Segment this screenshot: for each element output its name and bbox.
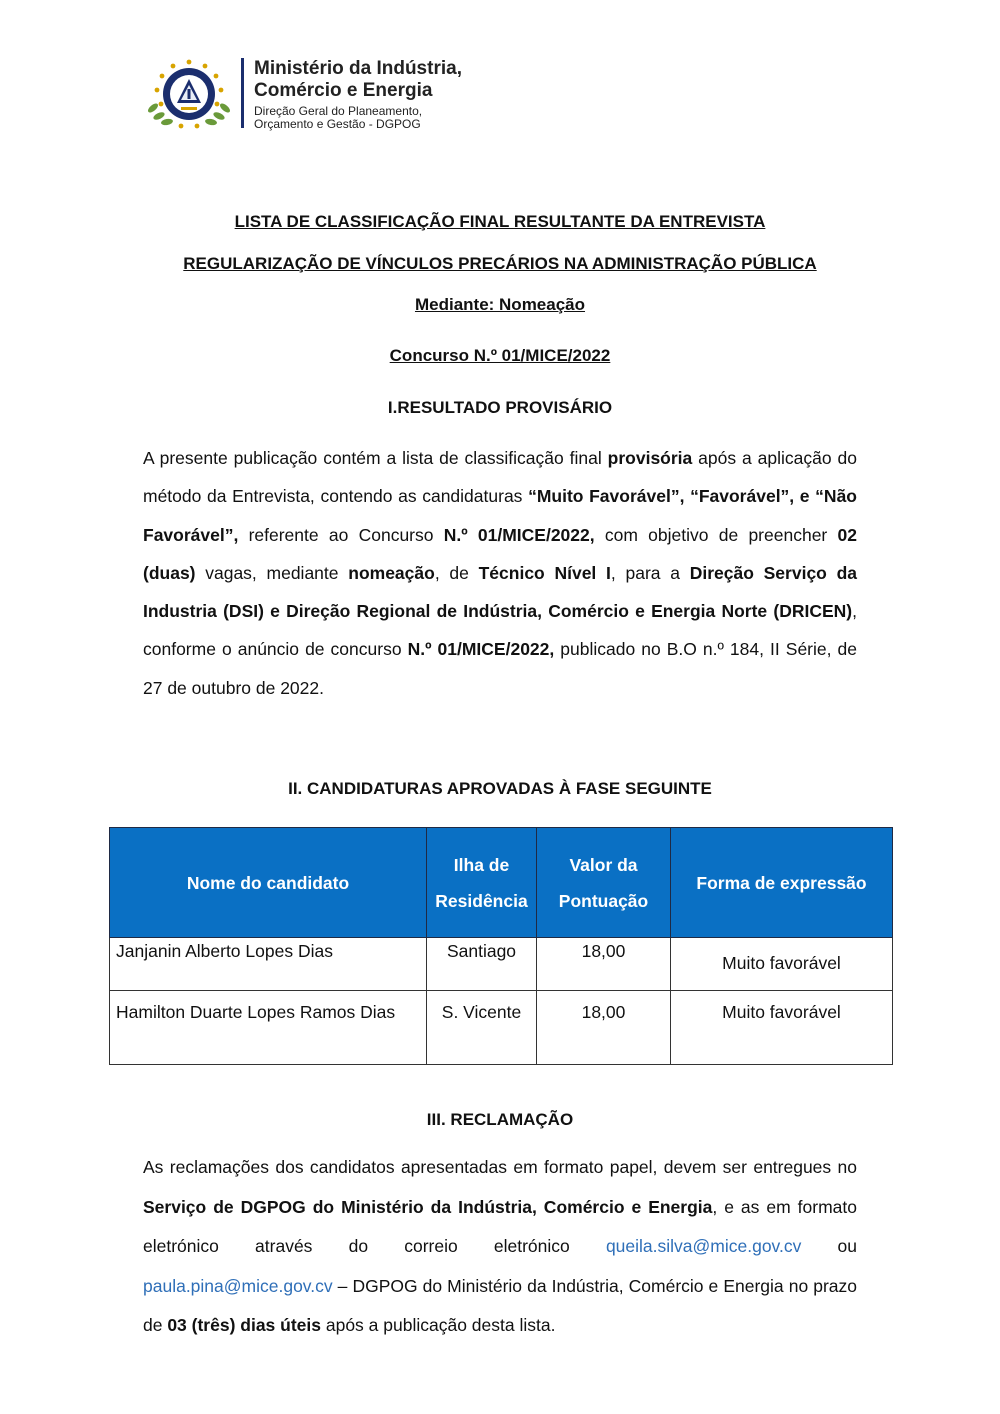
candidate-expression: Muito favorável	[671, 991, 893, 1065]
ministry-name-line2: Comércio e Energia	[254, 80, 433, 101]
email-link-queila[interactable]: queila.silva@mice.gov.cv	[605, 1236, 802, 1256]
document-title-line2: REGULARIZAÇÃO DE VÍNCULOS PRECÁRIOS NA ADMINISTRAÇÃO PÚBLICA	[183, 254, 817, 273]
contest-number: Concurso N.º 01/MICE/2022	[389, 346, 611, 365]
directorate-line1: Direção Geral do Planeamento,	[254, 104, 423, 118]
candidate-island: Santiago	[427, 938, 537, 991]
table-row	[110, 938, 893, 991]
candidate-name: Janjanin Alberto Lopes Dias	[110, 938, 427, 991]
candidate-island: S. Vicente	[427, 991, 537, 1065]
section-2-heading: II. CANDIDATURAS APROVADAS À FASE SEGUINTE	[288, 779, 712, 798]
column-header-island: Ilha de Residência	[427, 828, 537, 938]
column-header-expression: Forma de expressão	[671, 828, 893, 938]
table-header-row	[110, 828, 893, 938]
document-subtitle: Mediante: Nomeação	[414, 295, 586, 314]
table-row	[110, 991, 893, 1065]
directorate-line2: Orçamento e Gestão - DGPOG	[254, 117, 421, 131]
candidates-table	[109, 827, 893, 1065]
section-3-paragraph: As reclamações dos candidatos apresentadas em formato papel, devem ser entregues no Serviço de DGPOG do Ministério da Indústria, Comércio e Energia, e as em formato eletrónico através do correio eletrónico queila.silva@mice.gov.cv ou paula.pina@mice.gov.cv – DGPOG do Ministério da Indústria, Comércio e Energia no prazo de 03 (três) dias úteis após a publicação desta lista.	[143, 1157, 858, 1335]
section-1-heading: I.RESULTADO PROVISÁRIO	[387, 398, 613, 417]
letterhead	[143, 58, 563, 132]
section-3-heading: III. RECLAMAÇÃO	[426, 1110, 574, 1129]
email-link-paula[interactable]: paula.pina@mice.gov.cv	[143, 1275, 333, 1296]
ministry-name-line1: Ministério da Indústria,	[254, 58, 462, 79]
candidate-name: Hamilton Duarte Lopes Ramos Dias	[110, 991, 427, 1065]
candidate-expression: Muito favorável	[671, 938, 893, 991]
column-header-score: Valor da Pontuação	[537, 828, 671, 938]
section-1-paragraph: A presente publicação contém a lista de classificação final provisória após a aplicação do método da Entrevista, contendo as candidaturas “Muito Favorável”, “Favorável”, e “Não Favorável”, referente ao Concurso N.º 01/MICE/2022, com objetivo de preencher 02 (duas) vagas, mediante nomeação, de Técnico Nível I, para a Direção Serviço da Industria (DSI) e Direção Regional de Indústria, Comércio e Energia Norte (DRICEN), conforme o anúncio de concurso N.º 01/MICE/2022, publicado no B.O n.º 184, II Série, de 27 de outubro de 2022.	[143, 448, 858, 698]
document-title-line1: LISTA DE CLASSIFICAÇÃO FINAL RESULTANTE DA ENTREVISTA	[234, 212, 766, 231]
candidate-score: 18,00	[537, 991, 671, 1065]
candidate-score: 18,00	[537, 938, 671, 991]
ministry-name-block	[241, 58, 462, 131]
column-header-name: Nome do candidato	[110, 828, 427, 938]
cabo-verde-coat-of-arms-icon	[143, 58, 235, 130]
